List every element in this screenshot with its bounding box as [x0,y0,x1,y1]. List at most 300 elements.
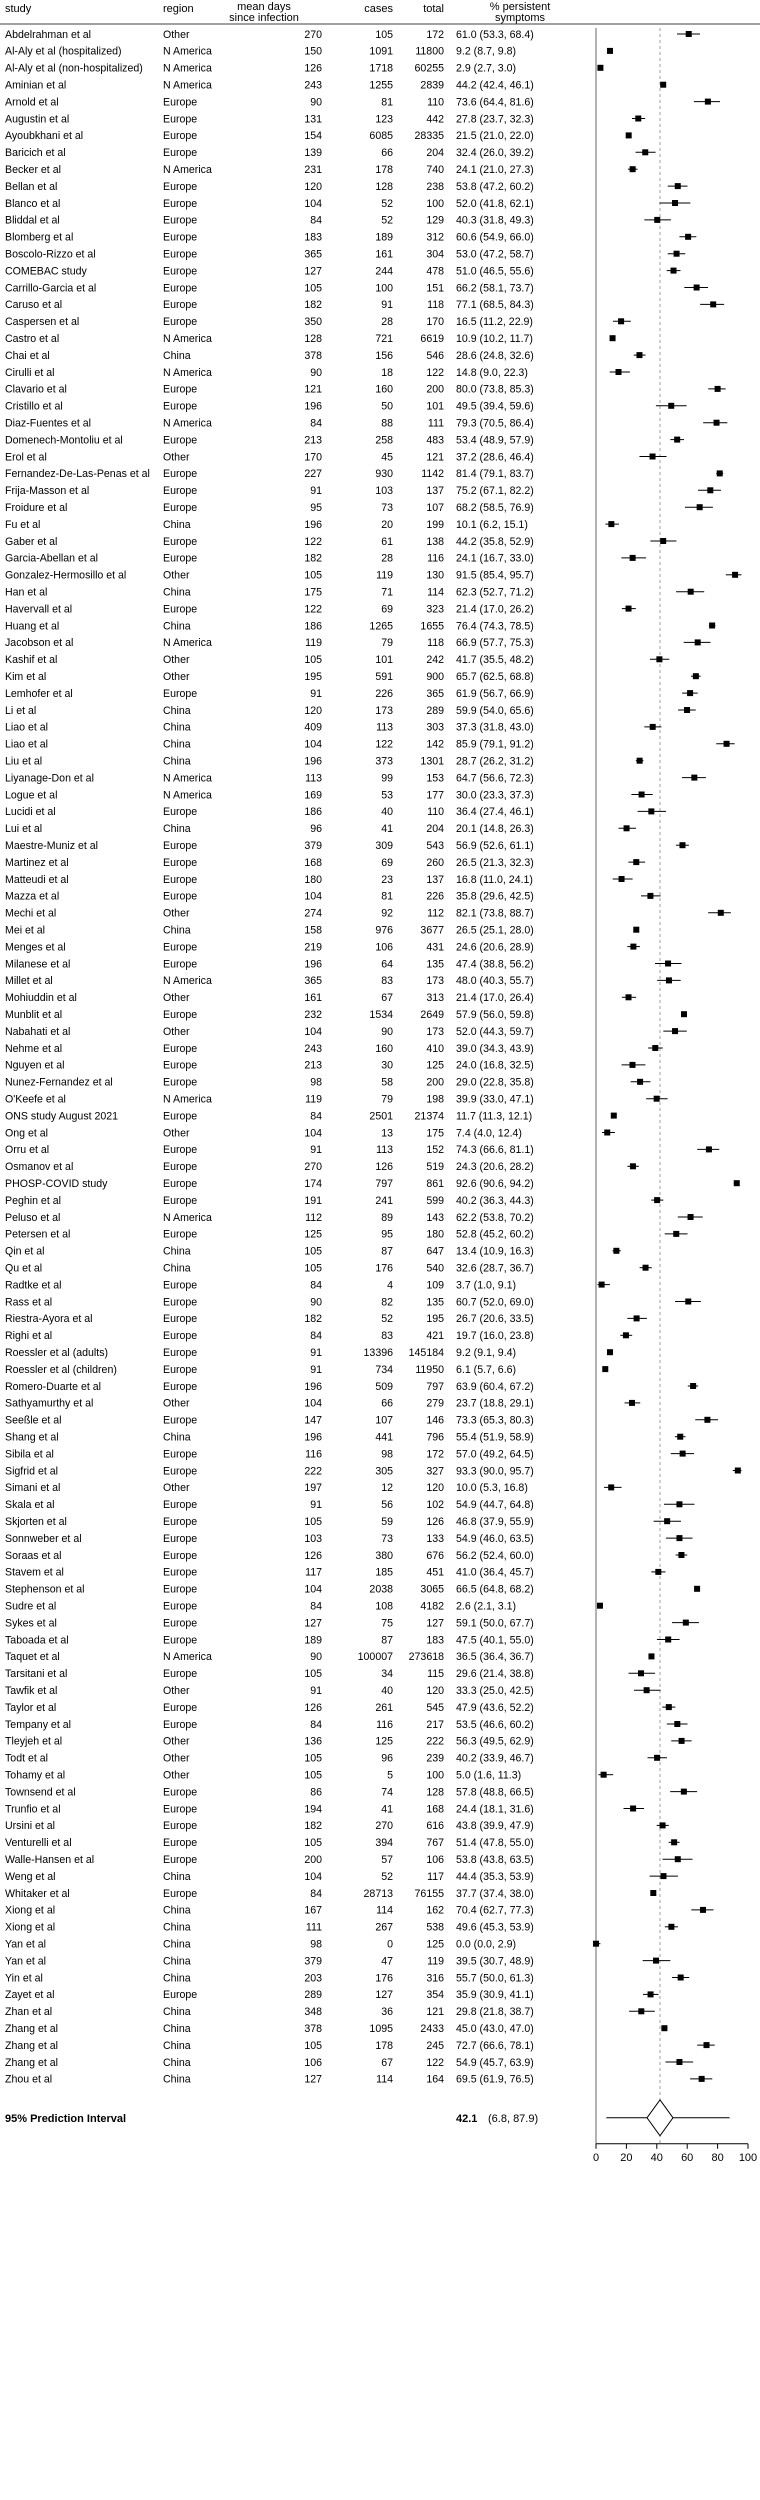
row-total: 6619 [420,333,444,345]
point-estimate [735,1468,741,1474]
row-cases: 226 [375,687,393,700]
point-estimate [675,183,681,189]
table-row [5,756,643,768]
row-estimate-ci: 54.9 (45.7, 63.9) [456,2056,534,2069]
row-study: Xiong et al [5,1921,56,1934]
row-cases: 721 [375,333,393,345]
row-cases: 67 [381,2056,393,2069]
point-estimate [679,842,685,848]
point-estimate [697,504,703,510]
table-row [5,1347,613,1359]
row-total: 146 [426,1414,444,1427]
row-estimate-ci: 29.0 (22.8, 35.8) [456,1076,534,1089]
row-total: 153 [426,772,444,785]
point-estimate [638,1670,644,1676]
row-region: Europe [163,468,198,481]
row-cases: 0 [387,1938,393,1951]
row-region: N America [163,333,212,345]
row-study: Sigfrid et al [5,1465,58,1478]
row-study: Osmanov et al [5,1161,74,1174]
table-row [5,1077,650,1089]
row-study: Tempany et al [5,1718,71,1731]
row-study: Shang et al [5,1431,59,1444]
point-estimate [678,1975,684,1981]
row-study: Gaber et al [5,535,58,548]
row-total: 478 [426,265,444,278]
row-total: 543 [426,840,444,852]
point-estimate [674,251,680,257]
row-cases: 156 [375,349,393,362]
row-study: Peluso et al [5,1211,61,1224]
row-total: 138 [426,535,444,548]
row-cases: 69 [381,603,393,616]
row-region: Other [163,1685,190,1697]
row-study: Lemhofer et al [5,687,73,700]
row-cases: 5 [387,1769,393,1782]
row-estimate-ci: 62.2 (53.8, 70.2) [456,1211,534,1224]
row-total: 200 [426,1076,444,1089]
row-study: Yin et al [5,1972,43,1985]
row-region: Europe [163,873,198,886]
row-cases: 176 [375,1972,393,1985]
point-estimate [678,1552,684,1558]
point-estimate [648,1991,654,1997]
row-total: 152 [426,1144,444,1157]
point-estimate [637,758,643,764]
row-study: Mechi et al [5,907,57,920]
table-row [5,1770,613,1782]
row-days: 117 [305,1566,322,1579]
row-region: Other [163,1735,190,1748]
row-days: 289 [304,1989,322,2002]
row-estimate-ci: 39.5 (30.7, 48.9) [456,1955,534,1968]
table-row [5,1516,681,1528]
row-study: Liao et al [5,721,48,734]
row-days: 91 [310,1685,322,1697]
point-estimate [633,927,639,933]
row-days: 379 [304,840,322,852]
row-total: 546 [426,349,444,362]
point-estimate [619,876,625,882]
table-row [5,1601,603,1613]
table-row [5,1195,663,1207]
row-region: Europe [163,1110,198,1123]
row-days: 104 [304,738,322,751]
row-study: Diaz-Fuentes et al [5,417,91,430]
row-region: Other [163,1752,190,1765]
row-region: Other [163,1025,190,1038]
row-estimate-ci: 44.2 (42.4, 46.1) [456,79,534,92]
row-study: Liu et al [5,755,43,768]
row-total: 11800 [415,45,444,58]
point-estimate [615,369,621,375]
row-total: 133 [426,1532,444,1545]
row-region: China [163,2006,191,2019]
row-study: Qu et al [5,1262,43,1275]
table-row [5,519,619,531]
header-pct-line1: % persistent [489,1,551,13]
row-total: 199 [426,518,444,531]
row-days: 128 [304,333,322,345]
row-estimate-ci: 19.7 (16.0, 23.8) [456,1330,534,1343]
table-row [5,1110,617,1122]
row-total: 170 [426,316,444,329]
row-estimate-ci: 35.9 (30.9, 41.1) [456,1989,534,2002]
row-study: Frija-Masson et al [5,485,90,498]
row-cases: 87 [381,1634,393,1647]
row-days: 378 [304,2023,322,2035]
point-estimate [630,1163,636,1169]
row-days: 350 [304,316,322,329]
table-row [5,1279,610,1291]
row-cases: 309 [375,840,393,852]
row-region: Europe [163,535,198,548]
point-estimate [715,386,721,392]
row-study: Zayet et al [5,1989,55,2002]
point-estimate [654,1197,660,1203]
table-row [5,367,630,379]
point-estimate [618,318,624,324]
row-total: 483 [426,434,444,447]
row-estimate-ci: 48.0 (40.3, 55.7) [456,975,534,988]
row-estimate-ci: 44.4 (35.3, 53.9) [456,1870,534,1883]
point-estimate [675,1856,681,1862]
row-region: China [163,2056,191,2069]
row-days: 378 [304,349,322,362]
row-region: Europe [163,806,198,819]
row-study: Abdelrahman et al [5,28,91,41]
row-days: 86 [310,1786,322,1799]
row-estimate-ci: 51.4 (47.8, 55.0) [456,1837,534,1850]
point-estimate [636,352,642,358]
point-estimate [611,1113,617,1119]
table-row [5,688,698,700]
point-estimate [630,1806,636,1812]
row-cases: 20 [381,518,393,531]
table-row [5,1533,693,1545]
row-total: 2839 [420,79,444,92]
point-estimate [608,521,614,527]
row-study: Seeßle et al [5,1414,62,1427]
row-region: Europe [163,1465,198,1478]
row-days: 182 [304,552,322,565]
point-estimate [655,1569,661,1575]
row-study: Kim et al [5,671,47,683]
table-row [5,1567,665,1579]
row-days: 96 [310,823,322,836]
row-region: Europe [163,147,198,160]
table-row [5,908,731,920]
row-study: Maestre-Muniz et al [5,840,99,852]
row-estimate-ci: 0.0 (0.0, 2.9) [456,1938,517,1951]
row-region: Other [163,1397,190,1410]
row-total: 76155 [414,1887,444,1900]
row-study: Erol et al [5,451,47,464]
row-region: Europe [163,231,198,244]
row-cases: 88 [381,417,393,430]
row-estimate-ci: 14.8 (9.0, 22.3) [456,366,528,379]
row-estimate-ci: 26.5 (21.3, 32.3) [456,856,534,869]
table-row [5,265,681,277]
row-study: ONS study August 2021 [5,1110,119,1123]
row-region: Europe [163,248,198,261]
row-days: 182 [304,1820,322,1833]
row-region: N America [163,417,212,430]
row-study: Liao et al [5,738,48,751]
row-estimate-ci: 63.9 (60.4, 67.2) [456,1380,534,1393]
point-estimate [660,538,666,544]
table-row [5,1482,622,1494]
point-estimate [709,623,715,629]
row-estimate-ci: 3.7 (1.0, 9.1) [456,1279,517,1292]
row-estimate-ci: 24.3 (20.6, 28.2) [456,1161,534,1174]
row-region: Europe [163,1887,198,1900]
row-study: Simani et al [5,1482,61,1495]
row-total: 120 [426,1685,444,1697]
row-estimate-ci: 9.2 (9.1, 9.4) [456,1347,517,1359]
row-days: 84 [310,1330,322,1343]
row-total: 239 [426,1752,444,1765]
point-estimate [638,2008,644,2014]
row-cases: 103 [375,485,393,498]
row-cases: 75 [381,1617,393,1630]
row-estimate-ci: 76.4 (74.3, 78.5) [456,620,534,633]
row-study: Chai et al [5,349,50,362]
row-total: 60255 [414,62,444,75]
row-study: Bliddal et al [5,214,60,227]
row-cases: 258 [375,434,393,447]
row-study: Al-Aly et al (hospitalized) [5,45,122,58]
row-study: Caruso et al [5,299,63,312]
table-row [5,1212,703,1224]
row-region: Europe [163,1617,198,1630]
table-row [5,1144,719,1156]
row-cases: 83 [381,1330,393,1343]
point-estimate [665,961,671,967]
row-estimate-ci: 73.3 (65.3, 80.3) [456,1414,534,1427]
row-days: 84 [310,1718,322,1731]
row-total: 121 [426,451,444,464]
row-region: N America [163,79,212,92]
table-row [5,891,661,903]
table-row [5,1381,698,1393]
table-row [5,80,666,92]
row-estimate-ci: 69.5 (61.9, 76.5) [456,2073,534,2086]
point-estimate [644,1687,650,1693]
row-estimate-ci: 59.9 (54.0, 65.6) [456,704,534,717]
row-region: Other [163,671,190,683]
table-row [5,1888,656,1900]
row-days: 122 [304,603,322,616]
row-region: China [163,2073,191,2086]
point-estimate [654,1096,660,1102]
row-cases: 90 [381,1025,393,1038]
point-estimate [639,792,645,798]
table-row [5,620,715,632]
table-header [0,1,760,24]
row-region: Europe [163,1194,198,1207]
row-total: 183 [426,1634,444,1647]
row-cases: 4 [387,1279,393,1292]
summary-ci: (6.8, 87.9) [488,2112,539,2125]
row-estimate-ci: 85.9 (79.1, 91.2) [456,738,534,751]
row-total: 117 [427,1870,444,1883]
row-study: Augustin et al [5,113,70,126]
row-total: 172 [426,28,444,41]
table-row [5,1837,680,1849]
row-cases: 81 [381,890,393,903]
row-study: Sudre et al [5,1600,57,1613]
row-study: Mazza et al [5,890,60,903]
row-region: Europe [163,1668,198,1681]
point-estimate [681,1011,687,1017]
row-days: 227 [304,468,322,481]
table-row [5,1127,615,1139]
row-estimate-ci: 52.0 (41.8, 62.1) [456,197,534,210]
row-total: 3677 [420,924,444,937]
row-cases: 56 [381,1499,393,1512]
row-total: 142 [426,738,444,751]
row-days: 186 [304,620,322,633]
row-days: 91 [310,1347,322,1359]
row-total: 195 [426,1313,444,1326]
row-estimate-ci: 36.5 (36.4, 36.7) [456,1651,534,1664]
row-cases: 128 [375,180,393,193]
point-estimate [672,1028,678,1034]
point-estimate [660,1873,666,1879]
row-total: 127 [426,1617,444,1630]
row-estimate-ci: 74.3 (66.6, 81.1) [456,1144,534,1157]
point-estimate [610,335,616,341]
row-study: Tohamy et al [5,1769,66,1782]
point-estimate [676,1501,682,1507]
row-estimate-ci: 43.8 (39.9, 47.9) [456,1820,534,1833]
row-cases: 45 [381,451,393,464]
row-cases: 113 [376,1144,393,1157]
table-row [5,502,713,514]
row-region: Europe [163,1516,198,1528]
table-row [5,1972,689,1984]
row-cases: 18 [381,366,393,379]
row-study: Stavem et al [5,1566,64,1579]
row-study: Li et al [5,704,37,717]
row-region: Europe [163,1042,198,1055]
row-days: 98 [310,1938,322,1951]
point-estimate [656,656,662,662]
row-total: 238 [426,180,444,193]
row-estimate-ci: 24.0 (16.8, 32.5) [456,1059,534,1072]
row-region: China [163,1870,191,1883]
row-region: N America [163,637,212,650]
row-region: China [163,721,191,734]
row-total: 110 [427,96,444,109]
point-estimate [652,1045,658,1051]
row-cases: 105 [375,28,393,41]
row-estimate-ci: 52.8 (45.2, 60.2) [456,1228,534,1241]
row-total: 111 [427,417,444,430]
row-study: Milanese et al [5,958,71,971]
row-estimate-ci: 70.4 (62.7, 77.3) [456,1904,534,1917]
row-study: Zhang et al [5,2056,59,2069]
row-days: 379 [304,1955,322,1968]
row-region: China [163,738,191,751]
row-region: China [163,1921,191,1934]
point-estimate [699,2076,705,2082]
row-study: Townsend et al [5,1786,76,1799]
row-cases: 441 [375,1431,393,1444]
point-estimate [714,420,720,426]
table-row [5,1398,640,1410]
row-estimate-ci: 39.9 (33.0, 47.1) [456,1093,534,1106]
point-estimate [718,910,724,916]
row-region: N America [163,45,212,58]
row-study: Menges et al [5,941,66,954]
point-estimate [604,1130,610,1136]
row-cases: 71 [381,586,393,599]
row-region: Europe [163,856,198,869]
row-days: 105 [304,1752,322,1765]
row-days: 95 [310,502,322,514]
row-estimate-ci: 24.6 (20.6, 28.9) [456,941,534,954]
row-cases: 261 [375,1701,393,1714]
point-estimate [626,994,632,1000]
row-total: 125 [426,1938,444,1951]
row-region: Europe [163,1786,198,1799]
table-row [5,840,689,852]
table-row [5,1939,600,1951]
row-cases: 797 [375,1178,393,1190]
row-cases: 28 [381,552,393,565]
row-cases: 61 [381,535,393,548]
row-total: 767 [426,1837,444,1850]
row-days: 122 [304,535,322,548]
point-estimate [671,1839,677,1845]
table-row [5,789,653,801]
point-estimate [661,2025,667,2031]
row-study: Nabahati et al [5,1025,71,1038]
row-total: 616 [426,1820,444,1833]
row-total: 112 [427,907,444,920]
row-days: 183 [304,231,322,244]
row-study: Castro et al [5,333,60,345]
row-region: Europe [163,1279,198,1292]
point-estimate [602,1366,608,1372]
summary-estimate: 42.1 [456,2112,478,2125]
point-estimate [676,1535,682,1541]
row-study: Stephenson et al [5,1583,85,1596]
row-cases: 66 [381,147,393,160]
point-estimate [608,1484,614,1490]
table-row [5,739,735,751]
header-pct-line2: symptoms [494,12,546,24]
row-total: 900 [426,671,444,683]
table-row [5,63,603,75]
row-cases: 185 [375,1566,393,1579]
row-estimate-ci: 40.2 (36.3, 44.3) [456,1194,534,1207]
row-region: Europe [163,1854,198,1866]
row-total: 110 [427,806,444,819]
row-estimate-ci: 60.6 (54.9, 66.0) [456,231,534,244]
point-estimate [679,1738,685,1744]
row-study: Walle-Hansen et al [5,1854,95,1866]
row-cases: 40 [381,806,393,819]
row-cases: 41 [381,823,393,836]
header-total: total [423,3,444,15]
table-row [5,451,667,463]
row-estimate-ci: 73.6 (64.4, 81.6) [456,96,534,109]
row-estimate-ci: 47.9 (43.6, 52.2) [456,1701,534,1714]
table-row [5,1229,688,1241]
